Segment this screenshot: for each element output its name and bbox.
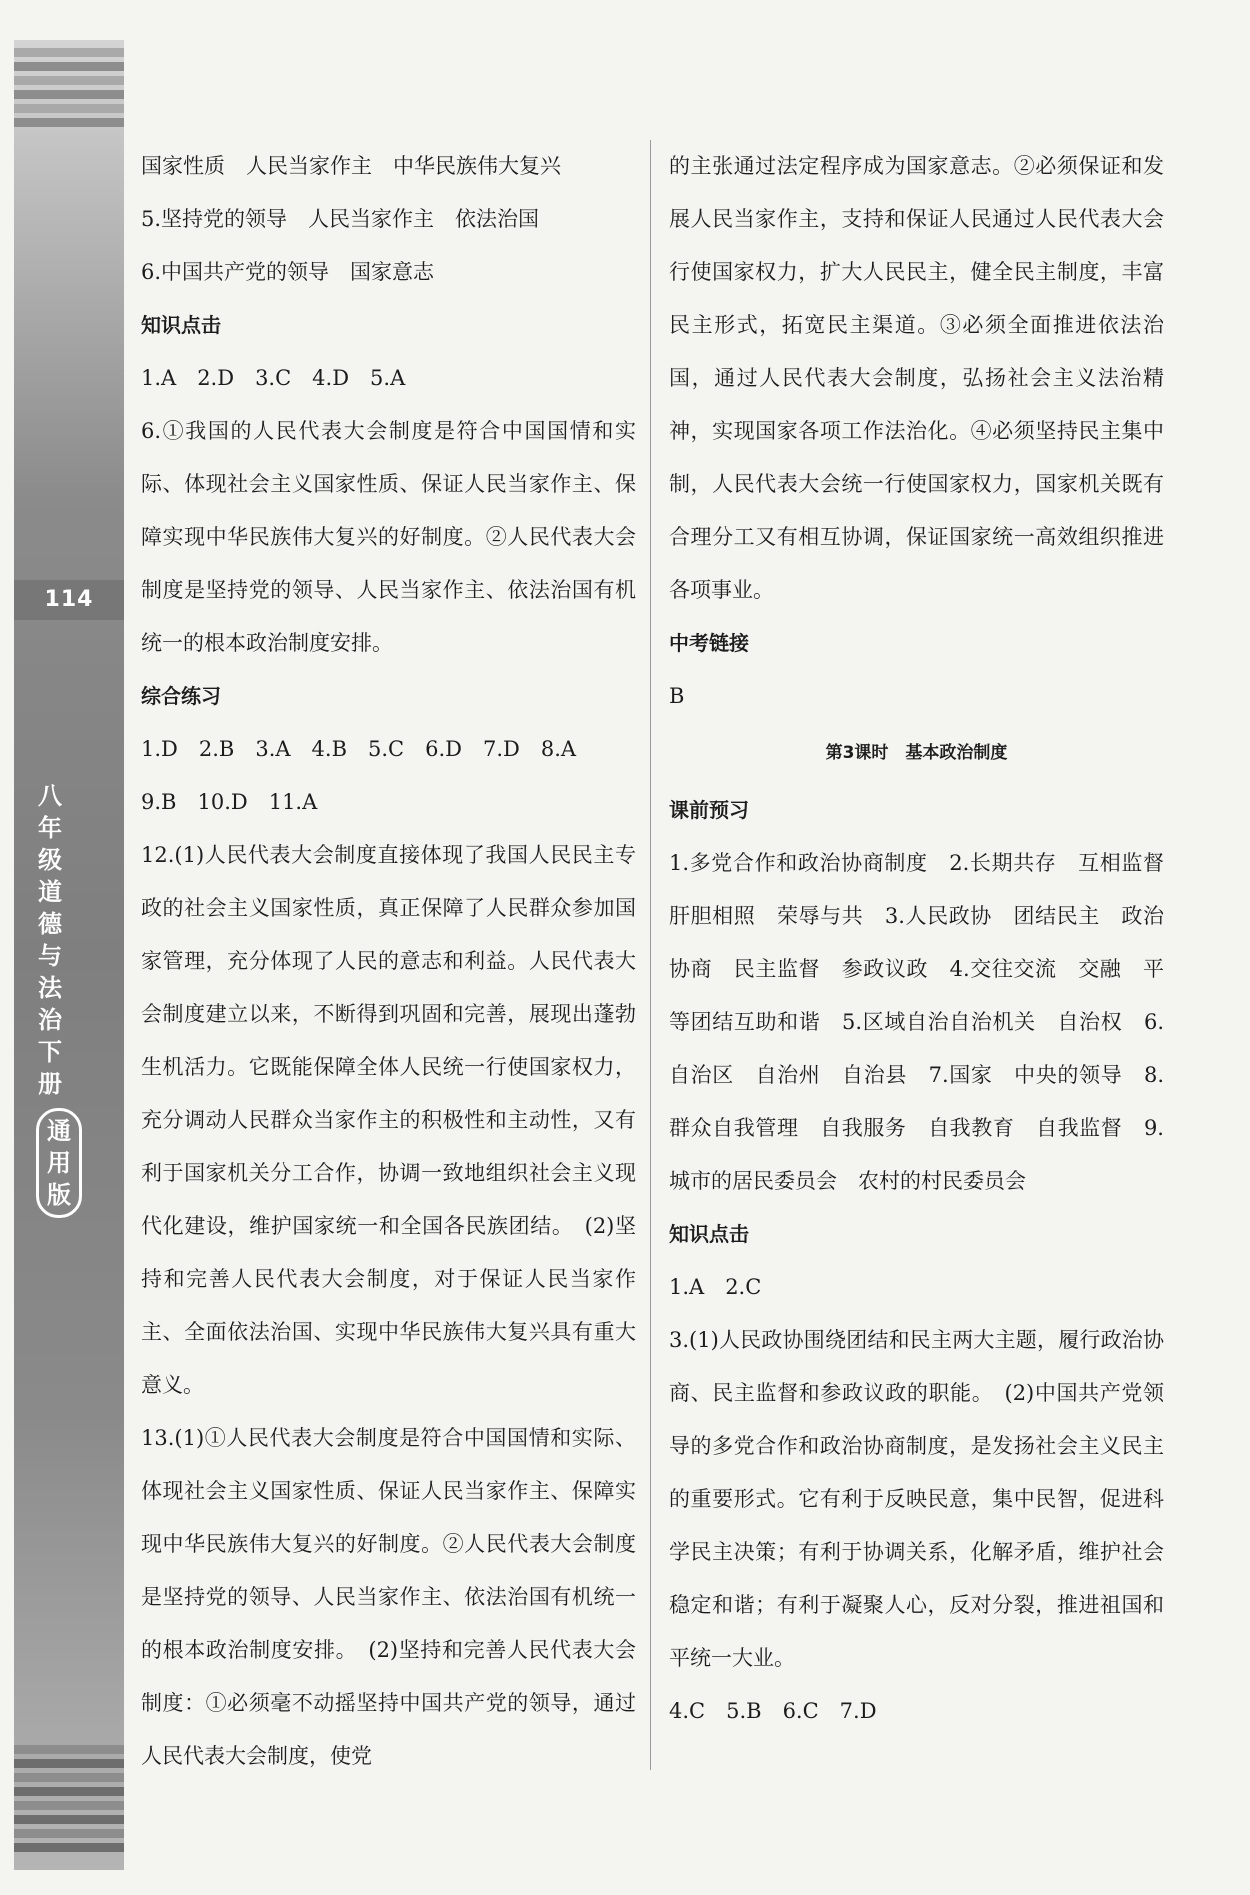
- answer-paragraph: 1.A 2.C: [669, 1275, 762, 1299]
- edition-badge: 通用版: [36, 1108, 82, 1218]
- section-heading: 综合练习: [141, 684, 221, 708]
- lesson-title: 第3课时 基本政治制度: [825, 743, 1008, 763]
- book-title: 八年级道德与法治 下册: [38, 782, 62, 1098]
- section-heading: 中考链接: [669, 631, 749, 655]
- answer-paragraph: B: [669, 684, 685, 708]
- answer-paragraph: 1.A 2.D 3.C 4.D 5.A: [141, 366, 406, 390]
- answer-paragraph: 5.坚持党的领导 人民当家作主 依法治国: [141, 207, 540, 231]
- answer-paragraph: 1.多党合作和政治协商制度 2.长期共存 互相监督 肝胆相照 荣辱与共 3.人民政协 团结民主 政治协商 民主监督 参政议政 4.交往交流 交融 平等团结互助和谐 5.区域自治自治机关 自治权 6.自治区 自治州 自治县 7.国家 中央的领导 8.群众自我管理 自我服务 自我教育 自我监督 9.城市的居民委员会 农村的村民委员会: [669, 851, 1185, 1193]
- section-heading: 知识点击: [141, 313, 221, 337]
- answer-paragraph: 1.D 2.B 3.A 4.B 5.C 6.D 7.D 8.A: [141, 737, 577, 761]
- section-heading: 知识点击: [669, 1222, 749, 1246]
- answer-paragraph: 6.①我国的人民代表大会制度是符合中国国情和实际、体现社会主义国家性质、保证人民当家作主、保障实现中华民族伟大复兴的好制度。②人民代表大会制度是坚持党的领导、人民当家作主、依法治国有机统一的根本政治制度安排。: [141, 419, 636, 655]
- answer-paragraph: 6.中国共产党的领导 国家意志: [141, 260, 435, 284]
- top-stripes: [14, 48, 124, 132]
- answer-paragraph: 12.(1)人民代表大会制度直接体现了我国人民民主专政的社会主义国家性质，真正保障了人民群众参加国家管理，充分体现了人民的意志和利益。人民代表大会制度建立以来，不断得到巩固和完善，展现出蓬勃生机活力。它既能保障全体人民统一行使国家权力，充分调动人民群众当家作主的积极性和主动性，又有利于国家机关分工合作，协调一致地组织社会主义现代化建设，维护国家统一和全国各民族团结。 (2)坚持和完善人民代表大会制度，对于保证人民当家作主、全面依法治国、实现中华民族伟大复兴具有重大意义。: [141, 843, 636, 1397]
- right-column: [669, 140, 1185, 1738]
- answer-paragraph: 国家性质 人民当家作主 中华民族伟大复兴: [141, 154, 561, 178]
- column-divider: [650, 140, 651, 1770]
- answer-paragraph: 4.C 5.B 6.C 7.D: [669, 1699, 877, 1723]
- answer-paragraph: 的主张通过法定程序成为国家意志。②必须保证和发展人民当家作主，支持和保证人民通过人民代表大会行使国家权力，扩大人民民主，健全民主制度，丰富民主形式，拓宽民主渠道。③必须全面推进依法治国，通过人民代表大会制度，弘扬社会主义法治精神，实现国家各项工作法治化。④必须坚持民主集中制，人民代表大会统一行使国家权力，国家机关既有合理分工又有相互协调，保证国家统一高效组织推进各项事业。: [669, 154, 1164, 602]
- left-column: [141, 140, 636, 1783]
- answer-paragraph: 3.(1)人民政协围绕团结和民主两大主题，履行政治协商、民主监督和参政议政的职能。 (2)中国共产党领导的多党合作和政治协商制度，是发扬社会主义民主的重要形式。它有利于反映民意，集中民智，促进科学民主决策；有利于协调关系，化解矛盾，维护社会稳定和谐；有利于凝聚人心，反对分裂，推进祖国和平统一大业。: [669, 1328, 1164, 1670]
- answer-paragraph: 9.B 10.D 11.A: [141, 790, 318, 814]
- page-number: 114: [14, 580, 124, 620]
- section-heading: 课前预习: [669, 798, 749, 822]
- answer-paragraph: 13.(1)①人民代表大会制度是符合中国国情和实际、体现社会主义国家性质、保证人民当家作主、保障实现中华民族伟大复兴的好制度。②人民代表大会制度是坚持党的领导、人民当家作主、依法治国有机统一的根本政治制度安排。 (2)坚持和完善人民代表大会制度：①必须毫不动摇坚持中国共产党的领导，通过人民代表大会制度，使党: [141, 1426, 636, 1768]
- bottom-stripes: [14, 1745, 124, 1857]
